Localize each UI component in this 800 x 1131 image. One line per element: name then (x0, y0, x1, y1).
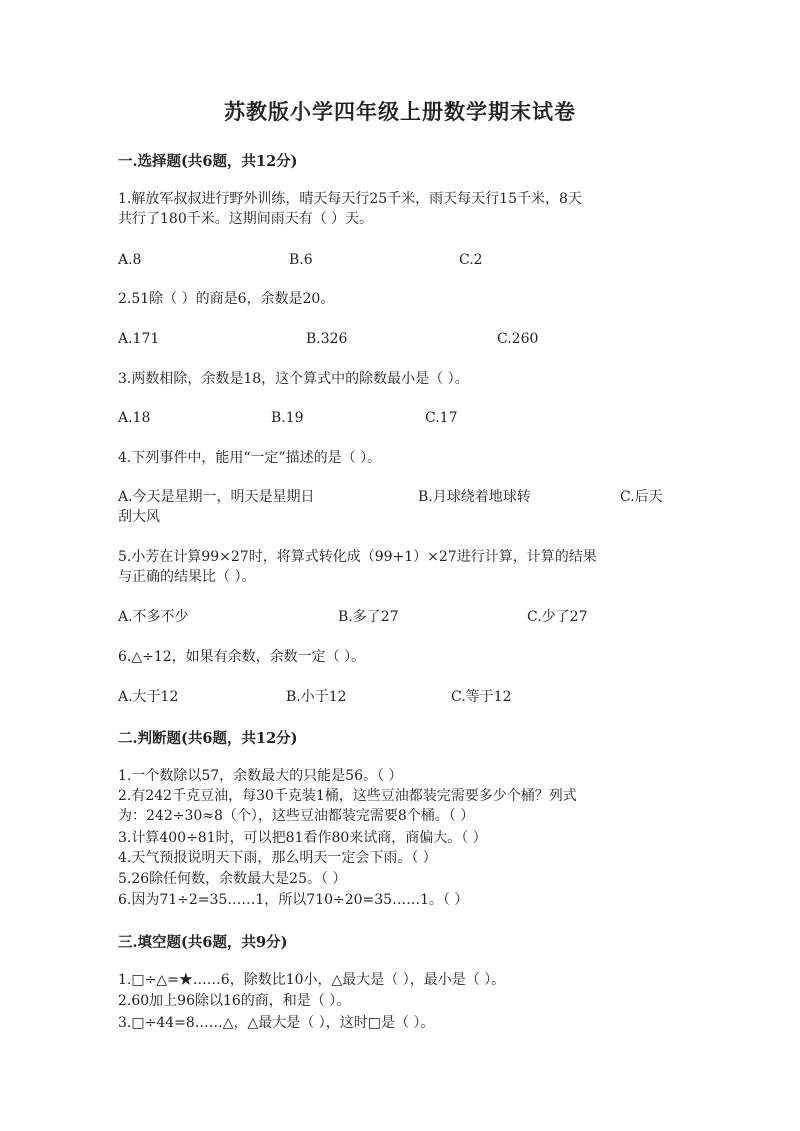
judgement-item: 6.因为71÷2=35……1，所以710÷20=35……1。（ ） (118, 892, 469, 908)
section-heading-choice: 一.选择题(共6题，共12分) (118, 153, 298, 170)
question-2-option-a: A.171 (118, 331, 160, 347)
fill-in-item: 1.□÷△=★……6，除数比10小，△最大是（ ），最小是（ ）。 (118, 972, 506, 988)
section-heading-fill-in: 三.填空题(共6题，共9分) (118, 934, 288, 951)
question-3-option-c: C.17 (425, 410, 458, 426)
question-3-option-b: B.19 (271, 410, 304, 426)
section-heading-judgement: 二.判断题(共6题，共12分) (118, 730, 298, 747)
question-1-option-a: A.8 (118, 252, 142, 268)
question-4-option-c-continued: 刮大风 (118, 509, 160, 525)
judgement-item: 3.计算400÷81时，可以把81看作80来试商，商偏大。（ ） (118, 830, 487, 846)
question-1-option-c: C.2 (459, 252, 483, 268)
question-5-option-a: A.不多不少 (118, 609, 189, 625)
fill-in-item: 3.□÷44=8……△，△最大是（ ），这时□是（ ）。 (118, 1015, 435, 1031)
question-3-option-a: A.18 (118, 410, 151, 426)
judgement-item: 为：242÷30≈8（个），这些豆油都装完需要8个桶。（ ） (118, 808, 475, 824)
judgement-item: 4.天气预报说明天下雨，那么明天一定会下雨。（ ） (118, 850, 437, 866)
question-5-line-2: 与正确的结果比（ ）。 (118, 569, 256, 585)
question-4-option-a: A.今天是星期一，明天是星期日 (118, 489, 315, 505)
question-6-option-b: B.小于12 (286, 689, 347, 705)
question-4-option-b: B.月球绕着地球转 (418, 489, 531, 505)
question-3-line-1: 3.两数相除，余数是18，这个算式中的除数最小是（ ）。 (118, 371, 469, 387)
question-2-option-c: C.260 (497, 331, 539, 347)
judgement-item: 5.26除任何数，余数最大是25。（ ） (118, 871, 347, 887)
page-title: 苏教版小学四年级上册数学期末试卷 (224, 99, 576, 124)
question-1-line-2: 共行了180千米。这期间雨天有（ ）天。 (118, 211, 374, 227)
judgement-item: 1.一个数除以57，余数最大的只能是56。（ ） (118, 768, 403, 784)
question-1-line-1: 1.解放军叔叔进行野外训练，晴天每天行25千米，雨天每天行15千米，8天 (118, 191, 582, 207)
question-2-line-1: 2.51除（ ）的商是6，余数是20。 (118, 291, 335, 307)
judgement-item: 2.有242千克豆油，每30千克装1桶，这些豆油都装完需要多少个桶？列式 (118, 788, 577, 804)
question-5-option-b: B.多了27 (338, 609, 399, 625)
question-6-option-a: A.大于12 (118, 689, 179, 705)
question-5-line-1: 5.小芳在计算99×27时，将算式转化成（99+1）×27进行计算，计算的结果 (118, 549, 597, 565)
fill-in-item: 2.60加上96除以16的商，和是（ ）。 (118, 993, 351, 1009)
question-5-option-c: C.少了27 (527, 609, 588, 625)
question-4-line-1: 4.下列事件中，能用“一定”描述的是（ ）。 (118, 450, 382, 466)
question-1-option-b: B.6 (289, 252, 313, 268)
question-6-option-c: C.等于12 (451, 689, 512, 705)
question-2-option-b: B.326 (306, 331, 348, 347)
question-4-option-c: C.后天 (620, 489, 663, 505)
question-6-line-1: 6.△÷12，如果有余数，余数一定（ ）。 (118, 649, 366, 665)
